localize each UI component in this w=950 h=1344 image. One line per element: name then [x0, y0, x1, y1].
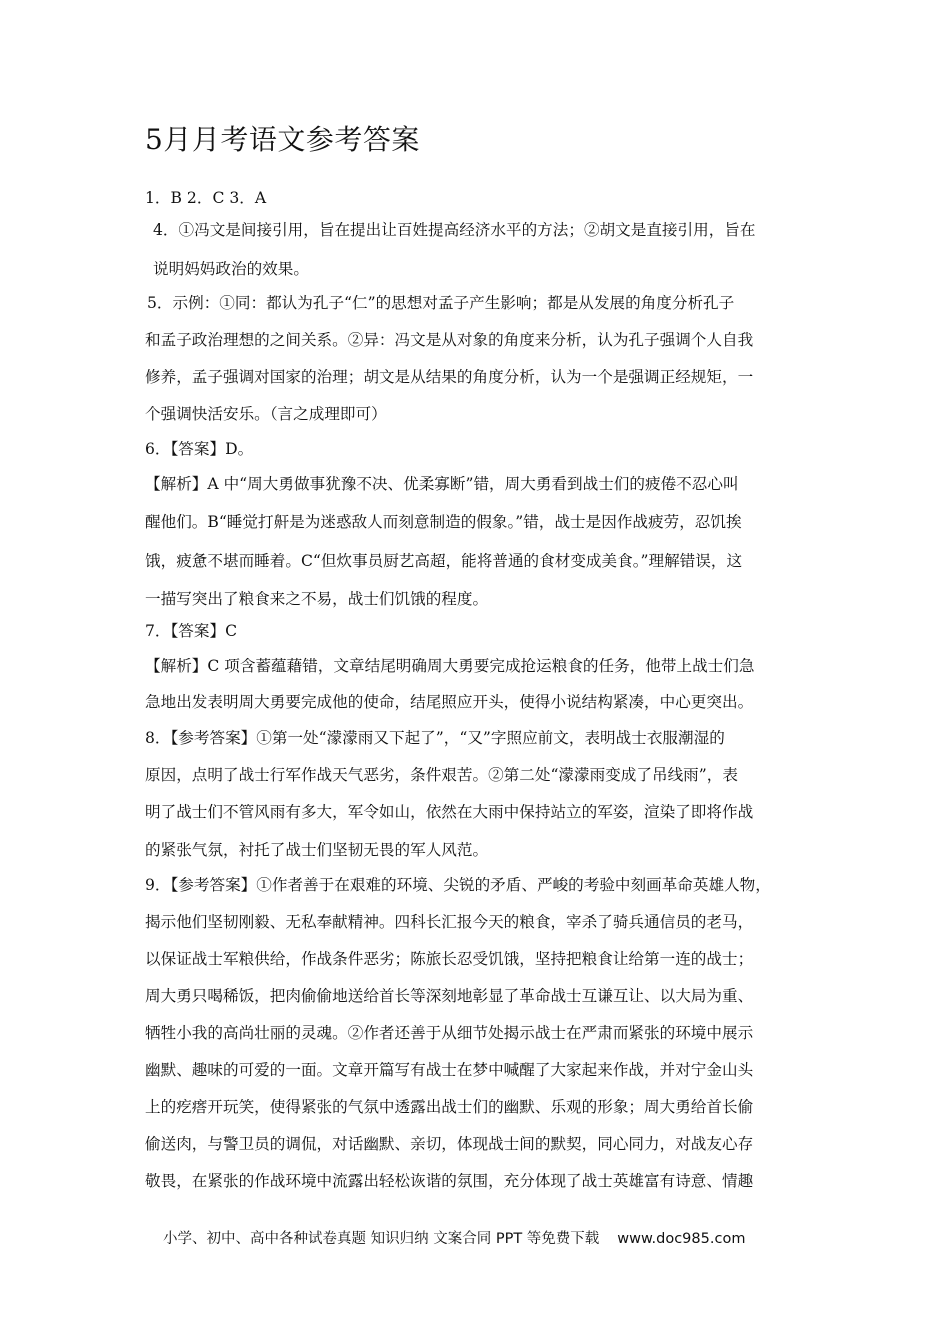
answer-line-17: 原因，点明了战士行军作战天气恶劣，条件艰苦。②第二处“濛濛雨变成了吊线雨”，表	[145, 766, 738, 784]
answer-line-6: 修养，孟子强调对国家的治理；胡文是从结果的角度分析，认为一个是强调正经规矩，一	[145, 368, 754, 386]
answer-line-24: 牺牲小我的高尚壮丽的灵魂。②作者还善于从细节处揭示战士在严肃而紧张的环境中展示	[145, 1024, 754, 1042]
answer-line-21: 揭示他们坚韧刚毅、无私奉献精神。四科长汇报今天的粮食，宰杀了骑兵通信员的老马，	[145, 913, 754, 931]
answer-line-11: 饿，疲惫不堪而睡着。C“但炊事员厨艺高超，能将普通的食材变成美食。”理解错误，这	[145, 552, 743, 570]
answer-line-2: 4．①冯文是间接引用，旨在提出让百姓提高经济水平的方法；②胡文是直接引用，旨在	[153, 221, 756, 239]
answer-line-8: 6．【答案】D。	[145, 440, 254, 458]
answer-line-26: 上的疙瘩开玩笑，使得紧张的气氛中透露出战士们的幽默、乐观的形象；周大勇给首长偷	[145, 1098, 754, 1116]
answer-line-1: 1．B 2．C 3．A	[145, 189, 267, 207]
answer-line-14: 【解析】C 项含蓄蕴藉错，文章结尾明确周大勇要完成抢运粮食的任务，他带上战士们急	[145, 657, 755, 675]
footer-text: 小学、初中、高中各种试卷真题 知识归纳 文案合同 PPT 等免费下载	[163, 1231, 600, 1247]
answer-line-22: 以保证战士军粮供给，作战条件恶劣；陈旅长忍受饥饿，坚持把粮食让给第一连的战士；	[145, 950, 754, 968]
answer-line-13: 7．【答案】C	[145, 622, 238, 640]
answer-line-5: 和孟子政治理想的之间关系。②异：冯文是从对象的角度来分析，认为孔子强调个人自我	[145, 331, 754, 349]
answer-line-28: 敬畏，在紧张的作战环境中流露出轻松诙谐的氛围，充分体现了战士英雄富有诗意、情趣	[145, 1172, 754, 1190]
answer-line-23: 周大勇只喝稀饭，把肉偷偷地送给首长等深刻地彰显了革命战士互谦互让、以大局为重、	[145, 987, 754, 1005]
answer-line-27: 偷送肉，与警卫员的调侃，对话幽默、亲切，体现战士间的默契，同心同力，对战友心存	[145, 1135, 754, 1153]
answer-line-18: 明了战士们不管风雨有多大，军令如山，依然在大雨中保持站立的军姿，渲染了即将作战	[145, 803, 754, 821]
answer-line-25: 幽默、趣味的可爱的一面。文章开篇写有战士在梦中喊醒了大家起来作战，并对宁金山头	[145, 1061, 754, 1079]
answer-line-3: 说明妈妈政治的效果。	[153, 260, 309, 278]
answer-line-16: 8．【参考答案】①第一处“濛濛雨又下起了”，“又”字照应前文，表明战士衣服潮湿的	[145, 729, 725, 747]
footer-link[interactable]: www.doc985.com	[617, 1231, 746, 1247]
answer-line-10: 醒他们。B“睡觉打鼾是为迷惑敌人而刻意制造的假象。”错，战士是因作战疲劳，忍饥挨	[145, 513, 742, 531]
page-footer	[163, 1229, 745, 1249]
answer-line-19: 的紧张气氛，衬托了战士们坚韧无畏的军人风范。	[145, 841, 489, 859]
answer-line-20: 9．【参考答案】①作者善于在艰难的环境、尖锐的矛盾、严峻的考验中刻画革命英雄人物，	[145, 876, 771, 894]
page-title: 5月月考语文参考答案	[145, 123, 420, 156]
answer-line-7: 个强调快活安乐。（言之成理即可）	[145, 405, 387, 423]
answer-line-4: 5．示例：①同：都认为孔子“仁”的思想对孟子产生影响；都是从发展的角度分析孔子	[147, 294, 735, 312]
answer-line-9: 【解析】A 中“周大勇做事犹豫不决、优柔寡断”错，周大勇看到战士们的疲倦不忍心叫	[145, 475, 739, 493]
answer-line-15: 急地出发表明周大勇要完成他的使命，结尾照应开头，使得小说结构紧凑，中心更突出。	[145, 693, 754, 711]
answer-line-12: 一描写突出了粮食来之不易，战士们饥饿的程度。	[145, 590, 489, 608]
